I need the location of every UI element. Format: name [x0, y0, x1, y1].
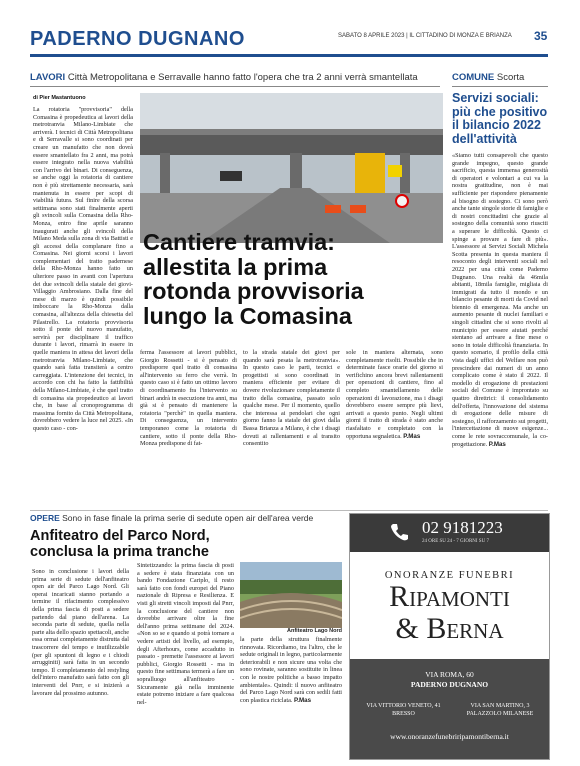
- main-signature: P.Mas: [403, 432, 421, 440]
- side-headline-line3: il bilancio 2022: [452, 118, 541, 132]
- ad-addr-right-street: VIA SAN MARTINO, 3: [470, 703, 530, 709]
- main-kicker-text: Città Metropolitana e Serravalle hanno fatto l'opera che tra 2 anni verrà smantellata: [67, 72, 418, 83]
- bottom-kicker-text: Sono in fase finale la prima serie di sedute open air dell'area verde: [62, 513, 314, 523]
- bottom-headline-line1: Anfiteatro del Parco Nord,: [30, 528, 210, 544]
- ad-addr-main: [350, 670, 549, 690]
- publication: IL CITTADINO DI MONZA E BRIANZA: [409, 33, 512, 39]
- ad-addr-right: [454, 702, 546, 718]
- headline-line4: lungo la Comasina: [143, 302, 352, 329]
- ad-addr-right-city: PALAZZOLO MILANESE: [466, 711, 534, 717]
- ad-addr-main-street: VIA ROMA, 60: [425, 670, 474, 679]
- amphitheatre-photo: [240, 562, 342, 628]
- bottom-kicker: OPERE: [30, 513, 60, 523]
- bottom-kicker-line: [30, 513, 313, 523]
- main-kicker-rule: [30, 86, 440, 87]
- ad-addr-left-street: VIA VITTORIO VENETO, 41: [366, 703, 441, 709]
- side-kicker: COMUNE: [452, 72, 495, 83]
- side-headline-line1: Servizi sociali:: [452, 91, 539, 105]
- main-col2: ferma l'assessore ai lavori pubblici, Giorgio Rossetti - si è pensato di predisporre quel tratto di comasina all'intervento su ferro che verrà. In questo caso si è fatto un ottimo lavoro di coordinamento fra l'intervento su binari andrà in esecuzione tra anni, ma già si è pensato di mantenere la rotatoria "perchè" in quella maniera. Di conseguenza, un intervento temporaneo come la rotatoria di cantiere, sotto il ponte della Rho-Monza predispone di fat-: [140, 349, 237, 448]
- main-col3: to la strada statale dei giovi per quando sarà pesata la metrotranvia». In questo caso le parti, tecnici e progettisti si sono coordinati in maniera efficiente per evitare di dovere rivoluzionare completamente il tratto della comasina, passato solo qualche mese. Per il momento, quello che interessa ai pendolari che ogni giorno fanno la statale dei giovi dalla Bassa Brianza a Milano, è che i disagi dovuti ai rallentamenti e al transito consentito: [243, 349, 340, 448]
- side-kicker-line: [452, 72, 524, 83]
- bottom-signature: P.Mas: [293, 696, 312, 704]
- page-header: [0, 0, 580, 60]
- side-kicker-rule: [452, 86, 548, 87]
- date: SABATO 8 APRILE 2023: [338, 33, 405, 39]
- funeral-ad: [349, 513, 550, 760]
- ad-addr-left: [356, 702, 451, 718]
- ad-label: ONORANZE FUNEBRI: [384, 570, 515, 581]
- date-line: SABATO 8 APRILE 2023 | IL CITTADINO DI MONZA E BRIANZA: [338, 33, 512, 39]
- ad-name-line1: Ripamonti: [389, 580, 510, 613]
- ad-website[interactable]: www.onoranzefunebriripamontiberna.it: [390, 732, 509, 741]
- ad-phone-note: 24 ORE SU 24 - 7 GIORNI SU 7: [422, 539, 489, 544]
- side-headline-line2: più che positivo: [452, 104, 548, 119]
- headline-line3: rotonda provvisoria: [143, 278, 364, 304]
- bottom-photo: [240, 562, 342, 628]
- ad-phone: 02 9181223: [422, 518, 503, 537]
- side-signature: P.Mas: [488, 440, 506, 448]
- side-headline: [452, 92, 552, 146]
- phone-icon: [388, 521, 410, 543]
- bottom-col3-text: la parte della struttura finalmente rinnovata. Ricordiamo, tra l'altro, che le sedute originali in legno, particolarmente deteriorabili e non sicure una volta che sono rovinate, saranno sostituite in linea con le nostre politiche a basso impatto ambientale». Quindi: il nuovo anfiteatro del Parco Lago Nord sarà con sedili fatti con plastica riciclata.: [240, 636, 342, 704]
- bottom-headline-line2: conclusa la prima tranche: [30, 544, 209, 560]
- section-divider: [30, 510, 548, 511]
- section-title: PADERNO DUGNANO: [30, 28, 245, 50]
- bottom-col3: [240, 636, 342, 758]
- bottom-col2: Sintetizzando: la prima fascia di posti a sedere è stata finanziata con un bando Fondazione Cariplo, il resto sarà fatto con fondi europei del Piano nazionale di Ripresa e Resilienza. E visti gli stretti vincoli imposti dal Pnrr, la conclusione del cantiere non dovrebbe arrivare oltre la fine dell'anno prima settimane del 2024. «Non so se e quando si potrà tornare a vedere artisti del livello, ad esempio, degli Afterhours, come accadutto in passato - premette l'assessore ai lavori pubblici, Giorgio Rossetti - ma in questo fine settimana termerà a fare un sopralluogo all'anfiteatro - Sicuramente già nella imminente estate potremo iniziare a fare qualcosa nel-: [137, 562, 234, 706]
- main-col1: La rotatoria "provvisoria" della Comasina è propedeutica ai lavori della metrotranvia Milano-Limbiate che arriverà. I tecnici di Città Metropolitana e di Serravalle si sono coordinati per creare un manufatto che non dovrà essere smantellato fra 2 anni, ma potrà essere integrato nella nuova viabilità con l'arrivo dei binari. Di conseguenza, se anche oggi la rotatoria di cantiere non è più strettamente necessaria, sarà mantenuta in essere per scopi di viabilità futura. Sul finire della scorsa settimana sono stati finalmente aperti gli svincoli sulla Comasina della Rho-Monza, entro fine aprile saranno inaugurati anche gli svincoli della Milano Meda sulla zona di via Battisti e gli accessi della complanare fino a Comasina. Nei giorni scorsi i lavori complementari del tratto padernese della Rho-Monza hanno fatto un ulteriore passo in avanti con l'apertura dei due svincoli della statale dei giovi-Villaggio Ambrosiano. Dalla fine del mese di marzo è quindi possibile imboccare la Rho-Monza dalla comasina, all'altezza della chiesetta del Pilastrello. La rotatoria provvisoria sotto il ponte del nuovo manufatto, servirà per disciplinare il traffico durante i lavori, rimarrà in essere in quelle maniera in attesa dei lavori della metrotranvia Milano-Limbiate, che quando sarà fatta transiterà a centro carreggiata. L'intenzione dei tecnici, in accordo con chi ha fatto la fattibilità della Milano-Limbiate, è che quel tratto di comasina sia propedeutico ai lavori che, in base al cronoprogramma di massima fornito da Città Metropolitana, dovrebbero vedere la luce nel 2025. «In questo caso - con-: [33, 106, 133, 432]
- ad-name-line2: & Berna: [395, 612, 504, 645]
- ad-addr-main-city: PADERNO DUGNANO: [410, 680, 489, 689]
- side-kicker-text: Scorta: [496, 72, 525, 83]
- side-body: [452, 152, 548, 507]
- byline: di Pier Mastantuono: [33, 95, 86, 101]
- main-photo: [140, 93, 443, 243]
- main-kicker: LAVORI: [30, 72, 66, 83]
- main-kicker-line: [30, 72, 418, 83]
- bottom-photo-caption: Anfiteatro Lago Nord: [287, 628, 342, 634]
- bottom-col1: Sono in conclusione i lavori della prima serie di sedute dell'anfiteatro open air del Parco Lago Nord. Gli operai incaricati stanno portando a termine il rifacimento complessivo della prima fascia di posti a sedere partendo dal piano dell'arena. La seconda parte di sedute, quella nella parte alta dello spazio spettacoli, anche essa ormai completamente distrutta dal trascorrere del tempo e inutilizzabile (per gli spuntoni di legno e i chiodi arrugginiti) sarà fatta in un secondo tempo. Il completamento del restyling dell'intero manufatto sarà fatto con gli interventi del Pnrr, e si inizierà a lavorare dal prossimo autunno.: [32, 568, 129, 697]
- construction-photo: [140, 93, 443, 243]
- main-col4-text: sole in maniera alternata, sono completamente risolti. Possibile che in determinate fasce orarie del giorno si verifichino ancora brevi rallentamenti per operazioni di cantiere, fino al completo smantellamento delle operazioni di lavorazione, ma i disagi dovrebbero essere sempre più lievi, arrivati a questo punto. Negli ultimi giorni il tratto di strada è stato anche riasfaltato e completato con la opportuna segnaletica.: [346, 349, 443, 440]
- page-number: 35: [534, 29, 548, 43]
- side-body-text: «Siamo tutti consapevoli che questo grande impegno, questo grande sacrificio, questa immensa generosità di operatori e volontari a cui va la nostra gratitudine, non è mai sufficiente per rispondere pienamente al bisogno di sostegno. Ci sono però anche tante singole storie di famiglie e di nostri concittadini che grazie al sostegno della comunità sono riusciti a superare le difficoltà. Questo ci spinge a provare a fare di più». L'assessore ai Servizi Sociali Michela Scotta presenta in questa maniera il resoconto degli interventi sociali nel 2022 per una città come Paderno Dugnano. Una realtà da 46mila abitanti, 18mila famiglie, migliaia di immigrati da tutto il mondo e un bilancio pesante di morti da Covid nel biennio di emergenza. Ma anche un aumento pesante di nuclei familiari e singoli cittadini che si sono rivolti al municipio per essere aiutati perché stentano ad arrivare a fine mese o sono in totale difficoltà finanziaria. In questo scenario, il profilo della città vista dagli uffici del Welfare non può prescindere dai numeri di un anno complicato come è stato il 2022. Il modello di erogazione di prestazioni sociali del Comune è improntato su quattro direttrici: il consolidamento dell'offerta, l'innovazione del sistema di erogazione delle misure di sostegno, il rafforzamento sui progetti, l'intercettazione di nuove esigenze... come le rete sovraccomunale, la co-progettazione.: [452, 152, 548, 448]
- ad-addr-left-city: BRESSO: [392, 711, 415, 717]
- headline-line2: allestita la prima: [143, 253, 328, 280]
- headline-line1: Cantiere tramvia:: [143, 229, 335, 255]
- main-col4: [346, 349, 443, 507]
- side-headline-line4: dell'attività: [452, 131, 517, 146]
- main-headline: [143, 230, 443, 328]
- header-rule: [30, 54, 548, 57]
